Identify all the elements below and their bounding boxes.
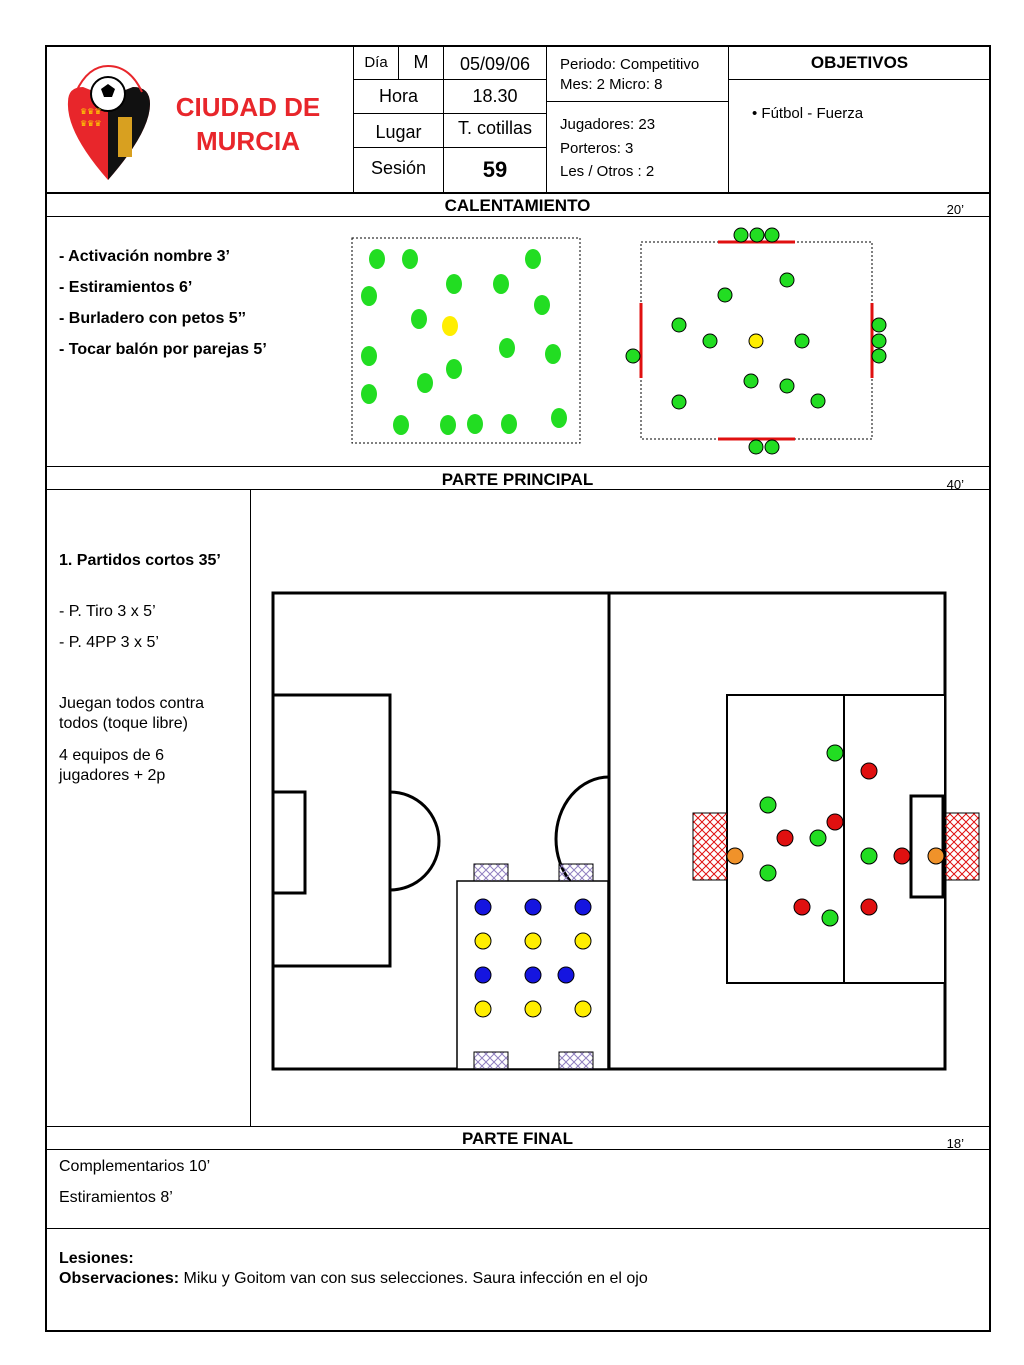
lesiones-label: Lesiones: — [59, 1250, 134, 1267]
lugar-label: Lugar — [375, 121, 422, 142]
dia-label: Día — [364, 54, 388, 71]
final-item: Complementarios 10’ — [59, 1158, 211, 1175]
porteros: Porteros: 3 — [560, 140, 634, 157]
warmup-item: - Tocar balón por parejas 5’ — [59, 341, 267, 358]
objetivos-item: • Fútbol - Fuerza — [752, 105, 864, 122]
exercise-line: - P. Tiro 3 x 5’ — [59, 603, 156, 620]
observaciones — [59, 1269, 648, 1289]
club-name — [168, 90, 328, 158]
main-duration: 40’ — [946, 477, 964, 492]
mes-micro: Mes: 2 Micro: 8 — [560, 76, 663, 93]
periodo: Periodo: Competitivo — [560, 56, 700, 73]
hora-label: Hora — [378, 86, 418, 106]
warmup-title: CALENTAMIENTO — [444, 196, 591, 215]
main-pitch-diagram — [270, 590, 982, 1072]
warmup-item: - Activación nombre 3’ — [59, 248, 230, 265]
warmup-item: - Estiramientos 6’ — [59, 279, 193, 296]
exercise-title: 1. Partidos cortos 35’ — [59, 552, 221, 569]
warmup-item: - Burladero con petos 5’’ — [59, 310, 246, 327]
observaciones-label: Observaciones: — [59, 1270, 180, 1287]
lugar-value: T. cotillas — [457, 118, 533, 138]
jugadores: Jugadores: 23 — [560, 116, 656, 133]
sesion-value: 59 — [482, 157, 508, 182]
exercise-note: 4 equipos de 6 jugadores + 2p — [59, 747, 166, 784]
hora-value: 18.30 — [472, 86, 518, 106]
final-duration: 18’ — [946, 1136, 964, 1151]
warmup-diagram-burladero — [350, 236, 584, 446]
les-otros: Les / Otros : 2 — [560, 163, 655, 180]
warmup-duration: 20’ — [946, 202, 964, 217]
exercise-note: Juegan todos contra todos (toque libre) — [59, 695, 204, 732]
dia-value: M — [413, 52, 429, 72]
svg-text:♛♛♛: ♛♛♛ — [80, 107, 102, 116]
svg-text:♛♛♛: ♛♛♛ — [80, 119, 102, 128]
final-title: PARTE FINAL — [461, 1129, 574, 1148]
date-value: 05/09/06 — [459, 54, 531, 74]
exercise-line: - P. 4PP 3 x 5’ — [59, 634, 159, 651]
objetivos-title: OBJETIVOS — [810, 52, 909, 72]
club-name-line1: CIUDAD DE — [175, 92, 321, 122]
club-crest-icon — [58, 62, 158, 182]
final-item: Estiramientos 8’ — [59, 1189, 173, 1206]
club-name-line2: MURCIA — [196, 126, 300, 156]
sesion-label: Sesión — [370, 157, 427, 178]
observaciones-text: Miku y Goitom van con sus selecciones. Saura infección en el ojo — [179, 1270, 648, 1287]
warmup-diagram-pairs — [620, 225, 890, 460]
main-title: PARTE PRINCIPAL — [441, 470, 594, 489]
